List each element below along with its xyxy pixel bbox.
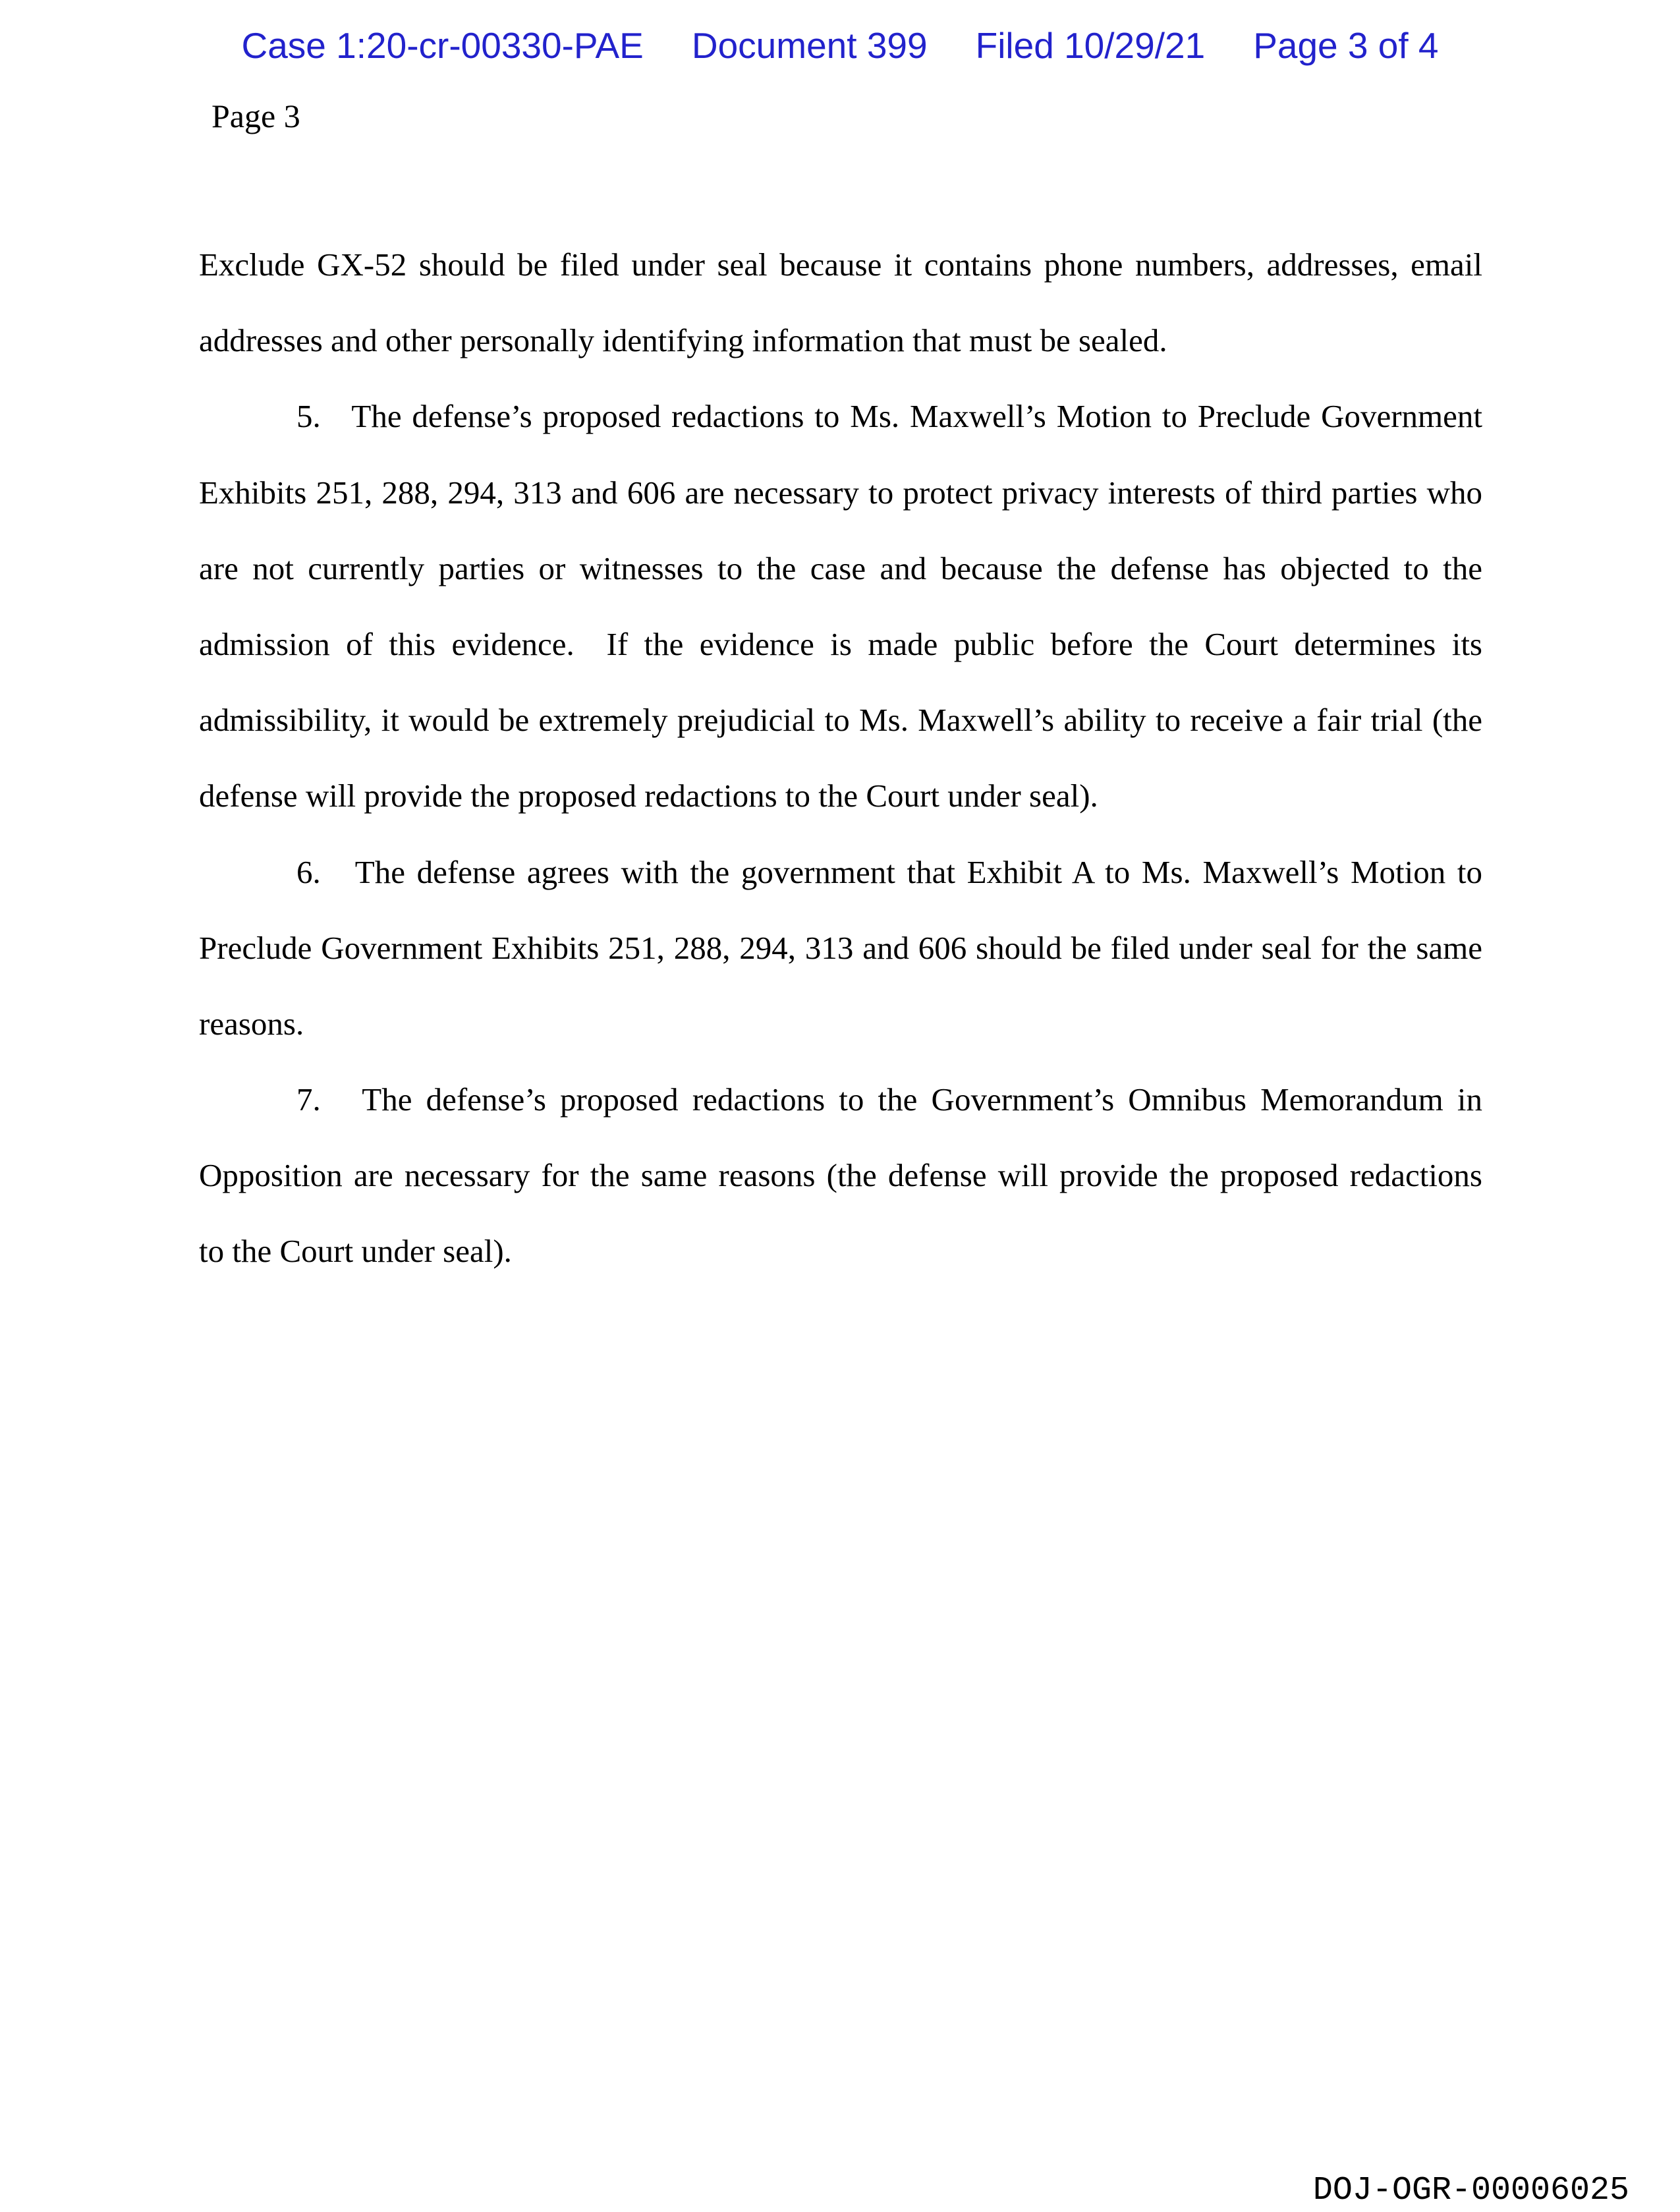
text-line: admissibility, it would be extremely prejudicial to Ms. Maxwell’s ability to receive a fair trial (the: [199, 702, 1482, 739]
text-line: Opposition are necessary for the same reasons (the defense will provide the proposed redactions: [199, 1157, 1482, 1194]
text-line: Exhibits 251, 288, 294, 313 and 606 are necessary to protect privacy interests of third parties who: [199, 474, 1482, 511]
text-line: 7. The defense’s proposed redactions to the Government’s Omnibus Memorandum in: [296, 1081, 1482, 1118]
page-number-label: Page 3: [211, 98, 300, 134]
text-line: are not currently parties or witnesses to the case and because the defense has objected to the: [199, 550, 1482, 586]
stamp-filed-date: Filed 10/29/21: [975, 25, 1206, 66]
text-line: admission of this evidence. If the evidence is made public before the Court determines its: [199, 625, 1482, 662]
text-line: Exclude GX-52 should be filed under seal because it contains phone numbers, addresses, email: [199, 246, 1482, 283]
document-body: [199, 227, 1482, 1290]
stamp-document-number: Document 399: [691, 25, 928, 66]
text-line: addresses and other personally identifying information that must be sealed.: [199, 322, 1167, 359]
text-line: defense will provide the proposed redactions to the Court under seal).: [199, 778, 1098, 814]
stamp-case-number: Case 1:20-cr-00330-PAE: [241, 25, 644, 66]
text-line: reasons.: [199, 1005, 304, 1042]
text-line: 6. The defense agrees with the government that Exhibit A to Ms. Maxwell’s Motion to: [296, 853, 1482, 890]
bates-number: DOJ-OGR-00006025: [1312, 2172, 1629, 2209]
text-line: to the Court under seal).: [199, 1233, 512, 1270]
text-line: 5. The defense’s proposed redactions to Ms. Maxwell’s Motion to Preclude Government: [296, 398, 1482, 435]
ecf-header-stamp: [0, 25, 1680, 66]
text-line: Preclude Government Exhibits 251, 288, 294, 313 and 606 should be filed under seal for the same: [199, 929, 1482, 966]
stamp-page-count: Page 3 of 4: [1253, 25, 1439, 66]
